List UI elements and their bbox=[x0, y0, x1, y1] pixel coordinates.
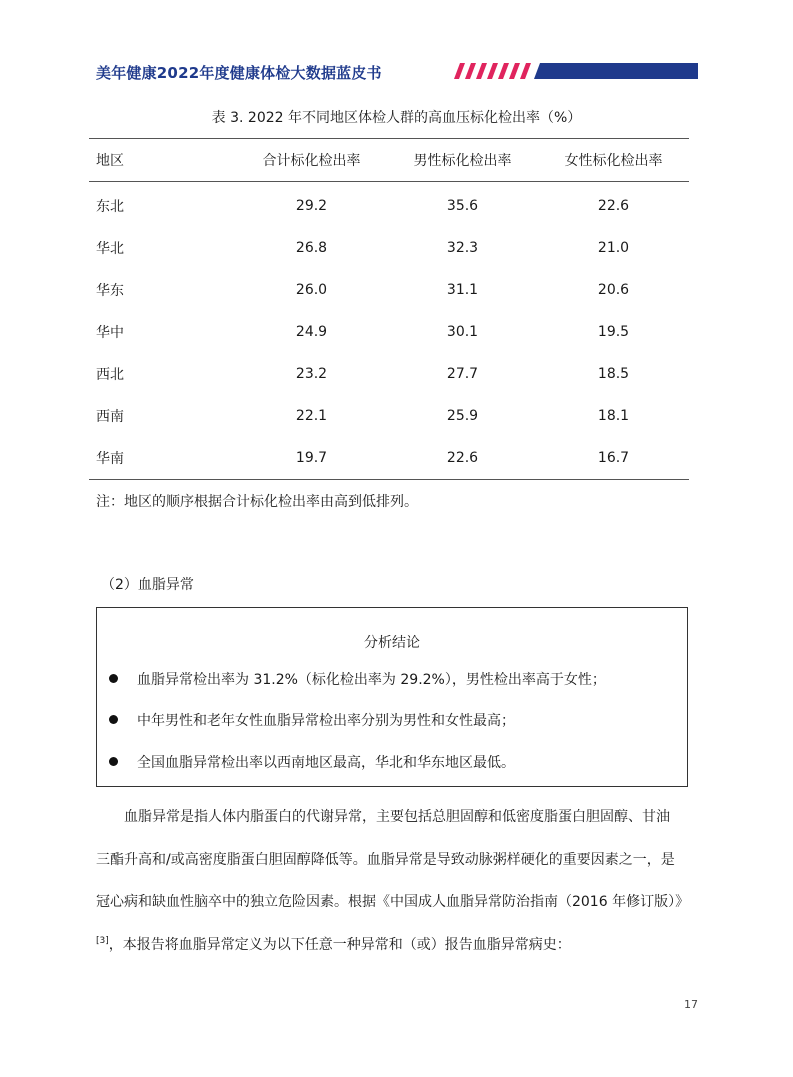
bullet-text: 中年男性和老年女性血脂异常检出率分别为男性和女性最高； bbox=[137, 713, 515, 729]
table-cell: 26.8 bbox=[295, 240, 328, 256]
table-row bbox=[89, 395, 689, 437]
section-title: （2）血脂异常 bbox=[101, 577, 194, 593]
table-cell: 30.1 bbox=[446, 324, 479, 340]
column-header: 女性标化检出率 bbox=[564, 153, 663, 169]
table-cell: 19.7 bbox=[295, 450, 328, 466]
table-cell: 21.0 bbox=[597, 240, 630, 256]
table-row bbox=[89, 182, 689, 228]
report-title: 美年健康2022年度健康体检大数据蓝皮书 bbox=[96, 64, 382, 82]
table-cell: 22.6 bbox=[446, 450, 479, 466]
column-header: 合计标化检出率 bbox=[262, 153, 361, 169]
table-cell: 27.7 bbox=[446, 366, 479, 382]
table-cell: 东北 bbox=[96, 199, 124, 215]
table-header-row bbox=[89, 139, 689, 182]
table-cell: 华东 bbox=[96, 283, 124, 299]
bullet-dot-icon bbox=[109, 757, 118, 766]
table-cell: 25.9 bbox=[446, 408, 479, 424]
table-row bbox=[89, 353, 689, 395]
table-cell: 华中 bbox=[96, 325, 124, 341]
body-line-text: ，本报告将血脂异常定义为以下任意一种异常和（或）报告血脂异常病史： bbox=[108, 937, 571, 953]
bullet-text: 血脂异常检出率为 31.2%（标化检出率为 29.2%），男性检出率高于女性； bbox=[137, 672, 606, 688]
bullet-dot-icon bbox=[109, 715, 118, 724]
table-cell: 31.1 bbox=[446, 282, 479, 298]
table-cell: 西南 bbox=[96, 409, 124, 425]
table-cell: 22.6 bbox=[597, 198, 630, 214]
table-cell: 23.2 bbox=[295, 366, 328, 382]
table-cell: 26.0 bbox=[295, 282, 328, 298]
header-decoration bbox=[448, 63, 698, 79]
body-line: 冠心病和缺血性脑卒中的独立危险因素。根据《中国成人血脂异常防治指南（2016 年修订版）》 bbox=[96, 894, 690, 910]
table-cell: 西北 bbox=[96, 367, 124, 383]
table-cell: 19.5 bbox=[597, 324, 630, 340]
table-cell: 18.5 bbox=[597, 366, 630, 382]
page-number: 17 bbox=[684, 998, 698, 1011]
table-cell: 24.9 bbox=[295, 324, 328, 340]
table-row bbox=[89, 269, 689, 311]
bullet-dot-icon bbox=[109, 674, 118, 683]
table-caption: 表 3. 2022 年不同地区体检人群的高血压标化检出率（%） bbox=[211, 110, 582, 126]
table-cell: 22.1 bbox=[295, 408, 328, 424]
table-row bbox=[89, 437, 689, 480]
table-cell: 32.3 bbox=[446, 240, 479, 256]
reference-marker: [3] bbox=[96, 936, 109, 946]
column-header: 地区 bbox=[96, 153, 124, 169]
table-cell: 华南 bbox=[96, 451, 124, 467]
column-header: 男性标化检出率 bbox=[413, 153, 512, 169]
body-line: 血脂异常是指人体内脂蛋白的代谢异常，主要包括总胆固醇和低密度脂蛋白胆固醇、甘油 bbox=[124, 809, 670, 825]
table-cell: 20.6 bbox=[597, 282, 630, 298]
body-line bbox=[96, 934, 696, 954]
table-row bbox=[89, 311, 689, 353]
conclusion-title: 分析结论 bbox=[364, 635, 420, 651]
conclusion-box bbox=[96, 607, 688, 787]
table-cell: 35.6 bbox=[446, 198, 479, 214]
table-row bbox=[89, 227, 689, 269]
hypertension-region-table bbox=[89, 138, 689, 480]
table-cell: 16.7 bbox=[597, 450, 630, 466]
table-cell: 华北 bbox=[96, 241, 124, 257]
table-cell: 18.1 bbox=[597, 408, 630, 424]
body-line: 三酯升高和/或高密度脂蛋白胆固醇降低等。血脂异常是导致动脉粥样硬化的重要因素之一，是 bbox=[96, 852, 675, 868]
bullet-text: 全国血脂异常检出率以西南地区最高，华北和华东地区最低。 bbox=[137, 755, 515, 771]
table-note: 注：地区的顺序根据合计标化检出率由高到低排列。 bbox=[96, 494, 418, 510]
table-cell: 29.2 bbox=[295, 198, 328, 214]
